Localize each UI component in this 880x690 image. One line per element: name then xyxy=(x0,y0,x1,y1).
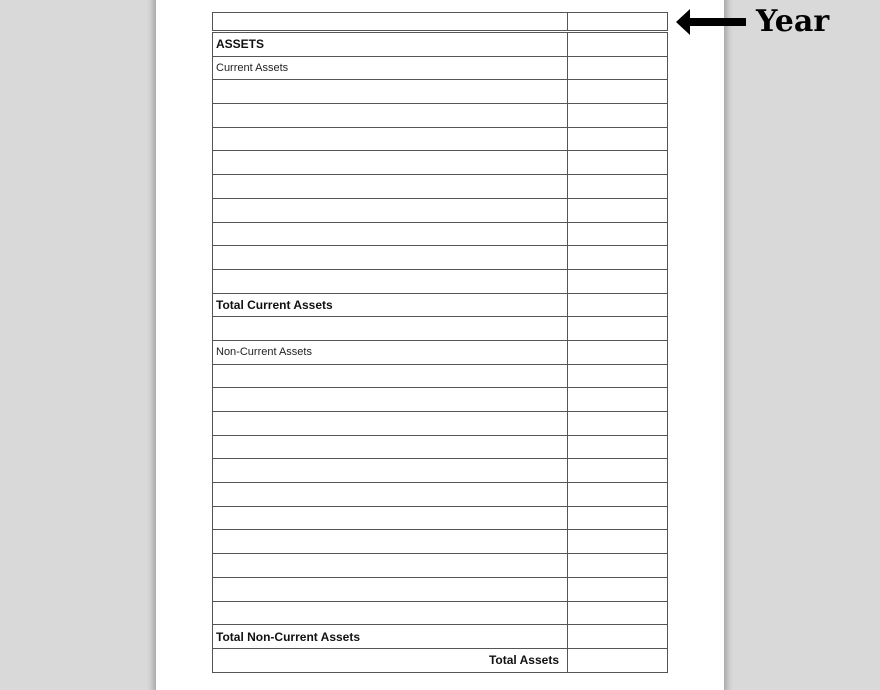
table-row xyxy=(213,601,668,625)
row-value-cell[interactable] xyxy=(568,435,668,459)
row-value-cell[interactable] xyxy=(568,577,668,601)
row-value-cell[interactable] xyxy=(568,56,668,80)
row-value-cell[interactable] xyxy=(568,269,668,293)
row-label-cell xyxy=(213,459,568,483)
row-label-cell: Non-Current Assets xyxy=(213,340,568,364)
row-label-cell: ASSETS xyxy=(213,32,568,57)
table-row xyxy=(213,293,668,317)
balance-sheet-table xyxy=(212,12,668,673)
table-row xyxy=(213,56,668,80)
table-row xyxy=(213,175,668,199)
row-label-cell xyxy=(213,269,568,293)
table-row xyxy=(213,269,668,293)
table-row xyxy=(213,388,668,412)
row-label-cell: Total Assets xyxy=(213,648,568,672)
table-row xyxy=(213,364,668,388)
row-value-cell[interactable] xyxy=(568,648,668,672)
row-value-cell[interactable] xyxy=(568,459,668,483)
table-row xyxy=(213,435,668,459)
row-value-cell[interactable] xyxy=(568,32,668,57)
row-label-cell xyxy=(213,364,568,388)
table-row xyxy=(213,198,668,222)
table-row xyxy=(213,340,668,364)
row-label-cell xyxy=(213,483,568,507)
row-label-cell xyxy=(213,13,568,32)
table-row xyxy=(213,246,668,270)
row-value-cell[interactable] xyxy=(568,340,668,364)
table-row xyxy=(213,222,668,246)
table-row xyxy=(213,554,668,578)
row-value-cell[interactable] xyxy=(568,554,668,578)
table-row xyxy=(213,412,668,436)
row-label-cell xyxy=(213,151,568,175)
row-value-cell[interactable] xyxy=(568,198,668,222)
year-label: Year xyxy=(756,4,830,39)
table-row xyxy=(213,80,668,104)
row-value-cell[interactable] xyxy=(568,412,668,436)
row-label-cell xyxy=(213,198,568,222)
row-label-cell xyxy=(213,388,568,412)
table-row xyxy=(213,506,668,530)
row-value-cell[interactable] xyxy=(568,293,668,317)
row-value-cell[interactable] xyxy=(568,625,668,649)
row-value-cell[interactable] xyxy=(568,104,668,128)
row-label-cell xyxy=(213,506,568,530)
row-value-cell[interactable] xyxy=(568,388,668,412)
table-row xyxy=(213,32,668,57)
table-row xyxy=(213,459,668,483)
table-row xyxy=(213,483,668,507)
table-row xyxy=(213,648,668,672)
row-value-cell[interactable] xyxy=(568,175,668,199)
row-label-cell xyxy=(213,246,568,270)
row-label-cell xyxy=(213,80,568,104)
row-label-cell xyxy=(213,601,568,625)
row-label-cell xyxy=(213,412,568,436)
row-label-cell: Current Assets xyxy=(213,56,568,80)
table-row xyxy=(213,104,668,128)
row-value-cell[interactable] xyxy=(568,483,668,507)
left-arrow-icon xyxy=(676,9,748,35)
table-row xyxy=(213,625,668,649)
table-row xyxy=(213,530,668,554)
table-row xyxy=(213,151,668,175)
year-annotation xyxy=(676,4,866,40)
document-page xyxy=(156,0,724,690)
row-value-cell[interactable] xyxy=(568,80,668,104)
row-label-cell xyxy=(213,435,568,459)
row-value-cell[interactable] xyxy=(568,506,668,530)
row-label-cell xyxy=(213,104,568,128)
row-label-cell xyxy=(213,317,568,341)
table-row xyxy=(213,577,668,601)
row-value-cell[interactable] xyxy=(568,127,668,151)
row-label-cell xyxy=(213,127,568,151)
row-value-cell[interactable] xyxy=(568,364,668,388)
row-label-cell: Total Current Assets xyxy=(213,293,568,317)
row-label-cell: Total Non-Current Assets xyxy=(213,625,568,649)
row-label-cell xyxy=(213,554,568,578)
row-label-cell xyxy=(213,175,568,199)
row-value-cell[interactable] xyxy=(568,530,668,554)
row-value-cell[interactable] xyxy=(568,151,668,175)
row-value-cell[interactable] xyxy=(568,222,668,246)
row-value-cell[interactable] xyxy=(568,317,668,341)
table-row xyxy=(213,317,668,341)
row-label-cell xyxy=(213,577,568,601)
row-value-cell[interactable] xyxy=(568,601,668,625)
row-value-cell[interactable] xyxy=(568,246,668,270)
table-row xyxy=(213,127,668,151)
row-value-cell[interactable] xyxy=(568,13,668,32)
table-row xyxy=(213,13,668,32)
row-label-cell xyxy=(213,530,568,554)
row-label-cell xyxy=(213,222,568,246)
